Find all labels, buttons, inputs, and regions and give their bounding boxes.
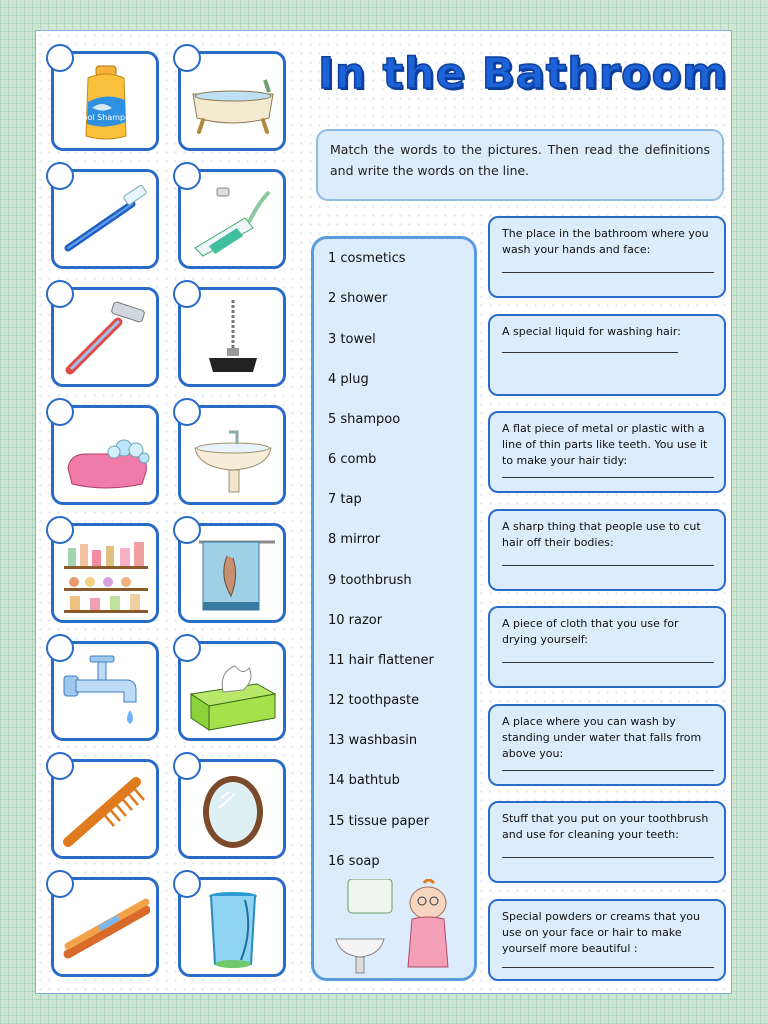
definition-box [488,509,726,591]
worksheet [35,30,732,994]
mirror-icon [189,772,277,850]
word-item: 1 cosmetics [328,251,406,266]
word-item: 4 plug [328,372,369,387]
comb-icon [62,772,150,850]
instruction-box: Match the words to the pictures. Then read the definitions and write the words on the line. [316,129,724,201]
picture-card-towel [178,523,286,623]
shower-icon [189,890,277,968]
bathroom-illustration [328,879,464,975]
picture-card-cosmetics [51,523,159,623]
picture-card-plug [178,287,286,387]
word-list [311,236,477,981]
picture-card-mirror [178,759,286,859]
toothpaste-icon [189,182,277,260]
answer-line[interactable] [502,662,714,663]
answer-line[interactable] [502,857,714,858]
picture-card-comb [51,759,159,859]
picture-card-hair-flattener [51,877,159,977]
word-item: 12 toothpaste [328,693,420,708]
definition-box [488,216,726,298]
picture-card-razor [51,287,159,387]
word-item: 6 comb [328,452,377,467]
definition-box [488,704,726,786]
razor-icon [62,300,150,378]
picture-card-toothbrush [51,169,159,269]
word-item: 10 razor [328,613,383,628]
svg-text:Cool Shampoo: Cool Shampoo [77,113,135,122]
answer-line[interactable] [502,770,714,771]
definition-text: Special powders or creams that you use on your face or hair to make yourself more beautiful : [502,910,700,955]
answer-line[interactable] [502,352,678,353]
definition-box [488,801,726,883]
definition-text: A piece of cloth that you use for drying yourself: [502,617,679,646]
tap-icon [62,654,150,732]
picture-card-tissue-paper [178,641,286,741]
word-item: 3 towel [328,332,376,347]
picture-card-toothpaste [178,169,286,269]
definition-box [488,606,726,688]
shampoo-bottle-icon [62,64,150,142]
tissue-paper-icon [189,654,277,732]
definition-text: A flat piece of metal or plastic with a line of thin parts like teeth. You use it to make your hair tidy: [502,422,708,467]
picture-card-bathtub [178,51,286,151]
word-item: 15 tissue paper [328,814,430,829]
soap-icon [62,418,150,496]
definition-text: A sharp thing that people use to cut hair off their bodies: [502,520,701,549]
word-item: 11 hair flattener [328,653,434,668]
picture-card-shampoo [51,51,159,151]
word-item: 9 toothbrush [328,573,412,588]
word-item: 5 shampoo [328,412,401,427]
bathtub-icon [189,64,277,142]
word-item: 2 shower [328,291,388,306]
picture-card-shower [178,877,286,977]
plug-icon [189,300,277,378]
washbasin-icon [189,418,277,496]
word-item: 16 soap [328,854,380,869]
word-item: 13 washbasin [328,733,418,748]
word-item: 14 bathtub [328,773,400,788]
word-item: 7 tap [328,492,362,507]
definition-text: A place where you can wash by standing under water that falls from above you: [502,715,702,760]
word-item: 8 mirror [328,532,381,547]
definition-text: Stuff that you put on your toothbrush and use for cleaning your teeth: [502,812,709,841]
answer-line[interactable] [502,565,714,566]
definition-text: A special liquid for washing hair: [502,325,681,338]
picture-card-soap [51,405,159,505]
picture-card-washbasin [178,405,286,505]
answer-line[interactable] [502,477,714,478]
definition-box [488,314,726,396]
towel-icon [189,536,277,614]
cosmetics-icon [62,536,150,614]
hair-flattener-icon [62,890,150,968]
answer-line[interactable] [502,272,714,273]
answer-line[interactable] [502,967,714,968]
toothbrush-icon [62,182,150,260]
picture-card-tap [51,641,159,741]
definition-box [488,411,726,493]
definition-text: The place in the bathroom where you wash your hands and face: [502,227,709,256]
definition-box [488,899,726,981]
page-title: In the Bathroom [318,49,728,99]
